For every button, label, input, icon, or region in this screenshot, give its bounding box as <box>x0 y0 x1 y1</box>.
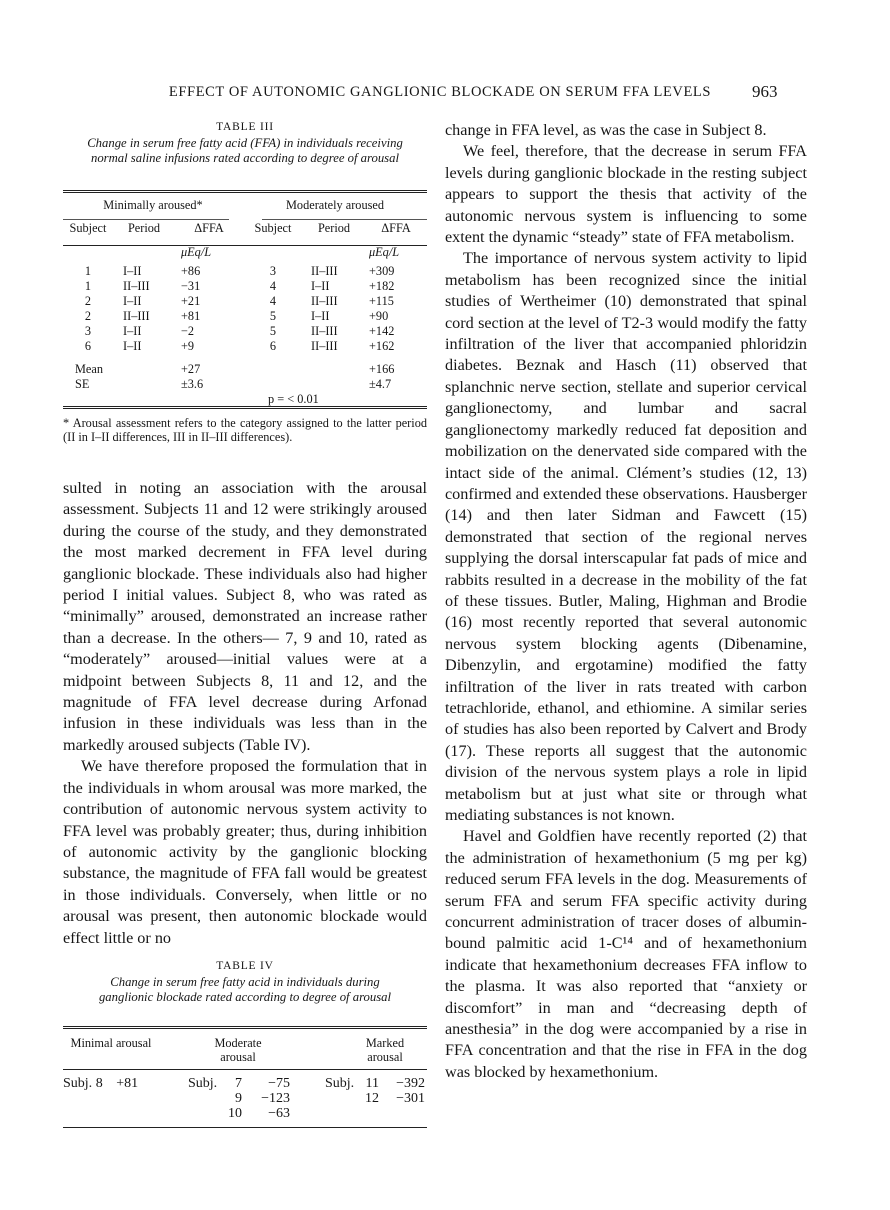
table-row: 1 II–III −31 4 I–II +182 <box>84 279 395 293</box>
p-value: p = < 0.01 <box>268 392 319 406</box>
paragraph: The importance of nervous system activity to lipid metabolism has been recognized since the initial studies of Wertheimer (10) demonstrated that spinal cord section at the level of T2-3 would modify the fatty infiltration of the liver that accompanied phloridzin diabetes. Beznak and Hasch (11) observed that splanchnic nerve section, stellate and superior cervical ganglionectomy, and lumbar and sacral ganglionectomy markedly reduced fat deposition and mobilization on the denervated side compared with the intact side of the animal. Clément’s studies (12, 13) confirmed and extended these observations. Hausberger (14) and then later Sidman and Fawcett (15) demonstrated that section of the regional nerves supplying the dorsal interscapular fat pads of mice and rabbits resulted in a decrease in the mobility of the fat of these tissues. Butler, Maling, Highman and Brodie (16) most recently reported that several autonomic nervous system blocking agents (Dibenamine, Dibenzylin, and ergotamine) modified the fatty infiltration of the liver in rats treated with carbon tetrachloride, ethanol, and ethiomine. A similar series of studies has also been reported by Calvert and Brody (17). These reports all suggest that the autonomic division of the nervous system plays a role in lipid metabolism but at just what site or through what mediating substances is not known. <box>445 249 807 824</box>
table-3-caption <box>63 121 427 166</box>
table-3-bottom-rule <box>63 406 427 409</box>
se-label: SE <box>75 377 90 391</box>
paragraph: Havel and Goldfien have recently reported (2) that the administration of hexamethonium (5 mg per kg) reduced serum FFA levels in the dog. Measurements of serum FFA and serum FFA specific activity during concurrent administration of tracer doses of albumin-bound palmitic acid 1-C¹⁴ and of hexamethonium indicate that hexamethonium decreases FFA inflow to the plasma. It was also reported that “anxiety or discomfort” in man and “decreasing depth of anesthesia” in the dog were accompanied by a rise in FFA concentration and that the rise in FFA in the dog was blocked by hexamethonium. <box>445 827 807 1081</box>
table-3-header-rule <box>63 245 427 246</box>
table-row: 3 I–II −2 5 II–III +142 <box>84 324 395 338</box>
table-row: 2 I–II +21 4 II–III +115 <box>84 294 394 308</box>
table-4-caption <box>63 960 427 1005</box>
unit-label: μEq/L <box>181 245 212 259</box>
col-header-dffa: ΔFFA <box>381 221 411 235</box>
table-row: Subj. 11 −392 <box>325 1076 425 1091</box>
mean-row <box>63 362 427 377</box>
table-3-subheader-rule <box>63 219 229 220</box>
mean-label: Mean <box>75 362 103 376</box>
table-3-footnote: * Arousal assessment refers to the category assigned to the latter period (II in I–II differences, III in II–III differences). <box>63 416 427 444</box>
paragraph: change in FFA level, as was the case in Subject 8. <box>445 121 767 139</box>
table-3-title: Change in serum free fatty acid (FFA) in individuals receiving normal saline infusions rated according to degree of arousal <box>87 136 403 165</box>
header-marked: Marked arousal <box>365 1036 405 1064</box>
table-4-bottom-rule <box>63 1127 427 1128</box>
table-row: Subj. 7 −75 <box>188 1076 290 1091</box>
mean-moderate: +166 <box>369 362 395 376</box>
table-4-top-rule <box>63 1026 427 1029</box>
col-header-subject: Subject <box>69 221 107 235</box>
se-row <box>63 377 427 392</box>
table-3-label: TABLE III <box>216 121 274 133</box>
paragraph: sulted in noting an association with the arousal assessment. Subjects 11 and 12 were strikingly aroused during the course of the study, and they demonstrated the most marked decrement in FFA level during ganglionic blockade. These individuals also had higher period I initial values. Subject 8, who was rated as “minimally” aroused, demonstrated an increase rather than a decrease. In the others— 7, 9 and 10, rated as “moderately” aroused—initial values were at a midpoint between Subjects 8, 11 and 12, and the magnitude of FFA level decrease during Arfonad infusion in these individuals was less than in the markedly aroused subjects (Table IV). <box>63 479 427 754</box>
left-column-text <box>63 478 427 949</box>
group-header-moderate: Moderately aroused <box>286 198 384 212</box>
table-row: 6 I–II +9 6 II–III +162 <box>84 339 395 353</box>
group-header-minimal: Minimally aroused* <box>103 198 203 212</box>
table-4-title: Change in serum free fatty acid in individuals during ganglionic blockade rated according to degree of arousal <box>98 975 392 1004</box>
table-4-label: TABLE IV <box>216 960 274 972</box>
table-4-header-rule <box>63 1069 427 1070</box>
col-header-period: Period <box>317 221 351 235</box>
table-row: 1 I–II +86 3 II–III +309 <box>84 264 395 278</box>
table-3 <box>63 198 427 407</box>
mean-minimal: +27 <box>181 362 201 376</box>
page-number: 963 <box>752 82 778 101</box>
table-3-top-rule <box>63 190 427 193</box>
running-head: EFFECT OF AUTONOMIC GANGLIONIC BLOCKADE ON SERUM FFA LEVELS <box>168 84 712 100</box>
header-moderate: Moderate arousal <box>214 1036 262 1064</box>
paragraph: We have therefore proposed the formulation that in the individuals in whom arousal was more marked, the contribution of autonomic nervous system activity to FFA level was probably greater; thus, during inhibition of autonomic activity by the ganglionic blocking substance, the magnitude of FFA fall would be greatest in those individuals. Conversely, when little or no arousal was present, then autonomic blockade would effect little or no <box>63 757 427 947</box>
se-minimal: ±3.6 <box>181 377 204 391</box>
header-minimal: Minimal arousal <box>70 1036 152 1050</box>
table-row: Subj. 8 +81 <box>63 1076 139 1091</box>
se-moderate: ±4.7 <box>369 377 392 391</box>
table-3-subheader-rule <box>262 219 427 220</box>
unit-label: μEq/L <box>369 245 400 259</box>
col-header-dffa: ΔFFA <box>194 221 224 235</box>
right-column-text <box>445 120 807 1083</box>
paragraph: We feel, therefore, that the decrease in serum FFA levels during ganglionic blockade in the resting subject appears to support the thesis that activity of the autonomic nervous system is influencing to some extent the dynamic “steady” state of FFA metabolism. <box>445 142 807 247</box>
col-header-period: Period <box>127 221 161 235</box>
col-header-subject: Subject <box>254 221 292 235</box>
table-row: 2 II–III +81 5 I–II +90 <box>84 309 389 323</box>
